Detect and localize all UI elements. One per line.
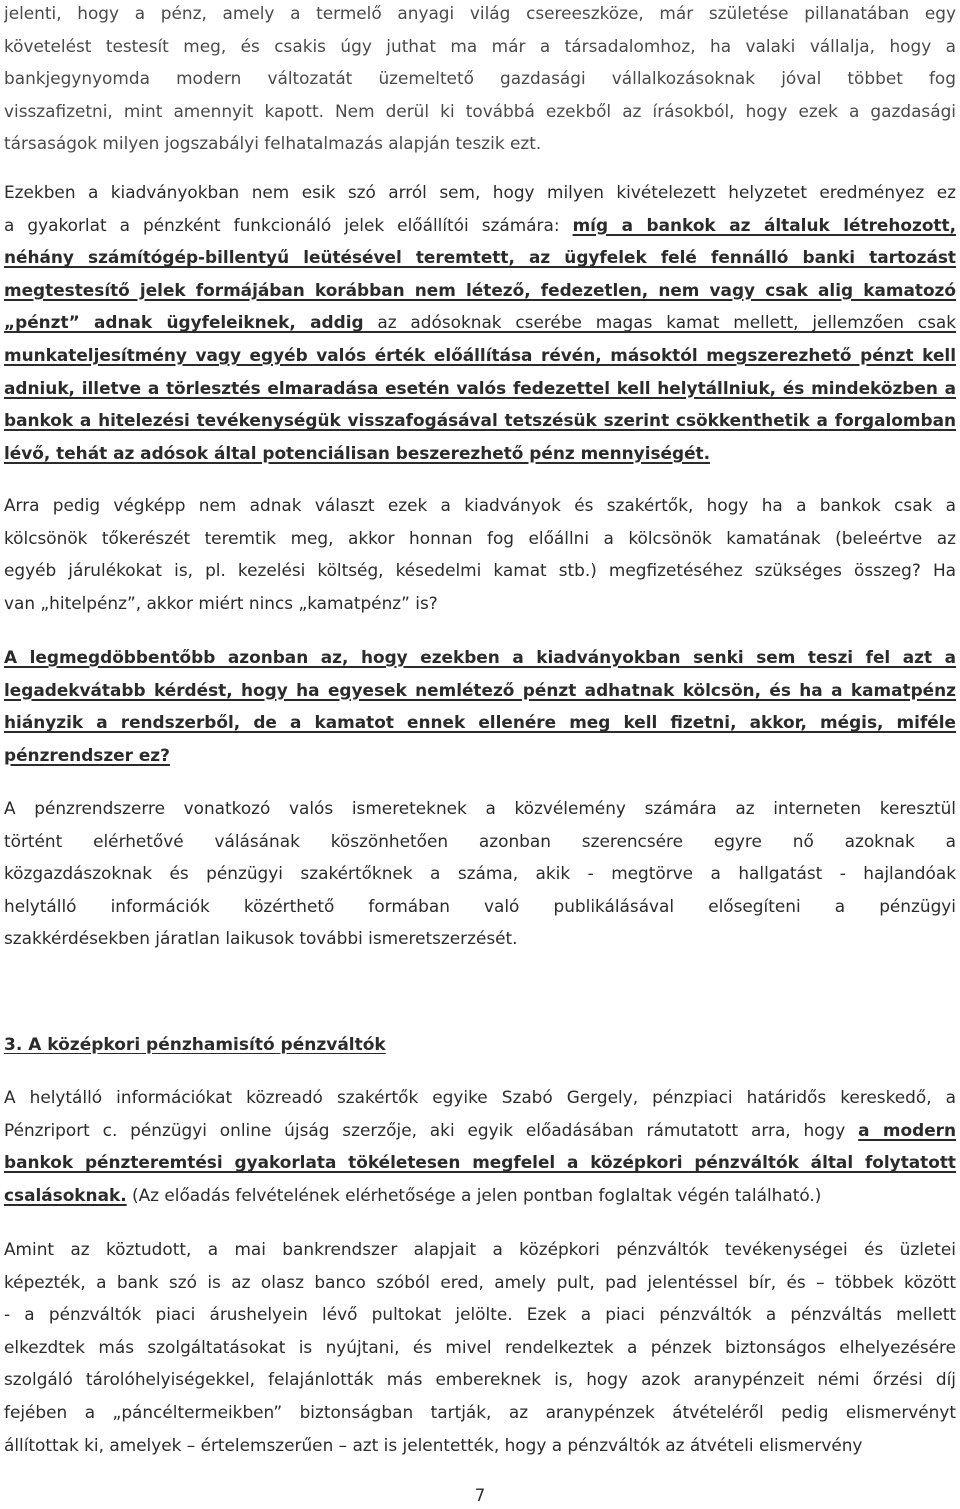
text-segment: hiányzik a rendszerből, de a kamatot ennek ellenére meg kell fizetni, akkor, mégis, miféle	[4, 712, 956, 733]
text-line	[4, 1179, 956, 1212]
text-segment: A helytálló információkat közreadó szakértők egyike Szabó Gergely, pénzpiaci határidős kereskedő, a	[4, 1087, 956, 1107]
text-segment: a gyakorlat a pénzként funkcionáló jelek előállítói számára:	[4, 214, 573, 235]
text-segment: kölcsönök tőkerészét teremtik meg, akkor honnan fog előállni a kölcsönök kamatának (beleértve az	[4, 527, 956, 548]
text-line	[4, 372, 956, 405]
text-segment: visszafizetni, mint amennyit kapott. Nem derül ki továbbá ezekből az írásokból, hogy ezek a gazdasági	[4, 100, 956, 121]
paragraph-bank-privilege	[4, 176, 956, 469]
text-line	[4, 1233, 956, 1266]
text-line	[4, 1146, 956, 1179]
text-line	[4, 62, 956, 95]
text-segment: A pénzrendszerre vonatkozó valós ismereteknek a közvélemény számára az interneten keresztül	[4, 798, 956, 818]
text-segment: bankok pénzteremtési gyakorlata tökéletesen megfelel a középkori pénzváltók által folytatott	[4, 1152, 956, 1173]
text-line	[4, 587, 956, 620]
text-segment: elkezdtek más szolgáltatásokat is nyújtani, és mivel rendelkeztek a pénzek biztonságos elhelyezésére	[4, 1336, 956, 1357]
text-line	[4, 437, 956, 470]
text-segment: lévő, tehát az adósok által potenciálisan beszerezhető pénz mennyiségét.	[4, 442, 711, 463]
text-line	[4, 176, 956, 209]
text-line	[4, 127, 956, 160]
text-segment: szakkérdésekben járatlan laikusok további ismeretszerzését.	[4, 928, 518, 949]
text-segment: közgazdászoknak és pénzügyi szakértőknek a száma, akik - megtörve a hallgatást - hajlandóak	[4, 863, 956, 884]
text-segment: csalásoknak.	[4, 1184, 127, 1205]
text-line	[4, 522, 956, 555]
text-segment: - a pénzváltók piaci árushelyein lévő pultokat jelölte. Ezek a piaci pénzváltók a pénzváltás mellett	[4, 1304, 956, 1325]
text-segment: az adósoknak cserébe magas kamat mellett, jellemzően csak	[363, 312, 956, 333]
text-line	[4, 857, 956, 890]
text-line	[4, 1266, 956, 1299]
text-segment: megtestesítő jelek formájában korábban nem létező, fedezetlen, nem vagy csak alig kamatozó	[4, 279, 956, 300]
text-line	[4, 1114, 956, 1147]
text-line	[4, 95, 956, 128]
text-segment: Arra pedig végképp nem adnak választ ezek a kiadványok és szakértők, hogy ha a bankok csak a	[4, 495, 956, 515]
text-segment: munkateljesítmény vagy egyéb valós érték előállítása révén, másoktól megszerezhető pénzt kell	[4, 344, 956, 365]
text-line	[4, 339, 956, 372]
text-line	[4, 641, 956, 674]
text-segment: Amint az köztudott, a mai bankrendszer alapjait a középkori pénzváltók tevékenységei és üzletei	[4, 1239, 956, 1259]
text-line	[4, 739, 956, 772]
text-segment: történt elérhetővé válásának köszönhetően azonban szerencsére egyre nő azoknak a	[4, 830, 956, 851]
text-line	[4, 1363, 956, 1396]
text-line	[4, 306, 956, 339]
paragraph-medieval-money-changers	[4, 1233, 956, 1461]
text-segment: szolgáló tárolóhelyiségekkel, felajánlották más embereknek is, hogy azok aranypénzeit némi őrzési díj	[4, 1369, 956, 1390]
text-line	[4, 0, 956, 30]
paragraph-key-question	[4, 641, 956, 771]
text-segment: állítottak ki, amelyek – értelemszerűen – azt is jelentették, hogy a pénzváltók az átvételi elismervény	[4, 1434, 863, 1455]
text-line	[4, 489, 956, 522]
text-line	[4, 30, 956, 63]
text-segment: bankok a hitelezési tevékenységük visszafogásával tetszésük szerint csökkenthetik a forgalomban	[4, 410, 956, 431]
text-segment: Pénzriport c. pénzügyi online újság szerzője, aki egyik előadásában rámutatott arra, hogy	[4, 1119, 859, 1140]
text-segment: követelést testesít meg, és csakis úgy juthat ma már a társadalomhoz, ha valaki vállalja, hogy a	[4, 35, 956, 56]
section-heading: 3. A középkori pénzhamisító pénzváltók	[4, 1035, 386, 1055]
text-segment: adniuk, illetve a törlesztés elmaradása esetén valós fedezettel kell helytállniuk, és mindeközben a	[4, 377, 956, 398]
text-line	[4, 792, 956, 825]
text-line	[4, 1298, 956, 1331]
text-line	[4, 825, 956, 858]
text-segment: jelenti, hogy a pénz, amely a termelő anyagi világ csereeszköze, már születése pillanatában egy	[4, 3, 956, 23]
text-segment: pénzrendszer ez?	[4, 744, 170, 765]
text-segment: helytálló információk közérthető formában való publikálásával elősegíteni a pénzügyi	[4, 895, 956, 916]
text-segment: társaságok milyen jogszabályi felhatalmazás alapján teszik ezt.	[4, 133, 542, 154]
text-segment: A legmegdöbbentőbb azonban az, hogy ezekben a kiadványokban senki sem teszi fel azt a	[4, 647, 956, 667]
text-line	[4, 1331, 956, 1364]
paragraph-interest-question	[4, 489, 956, 619]
text-segment: a modern	[858, 1119, 956, 1140]
text-segment: (Az előadás felvételének elérhetősége a jelen pontban foglaltak végén található.)	[126, 1184, 822, 1205]
text-segment: van „hitelpénz”, akkor miért nincs „kamatpénz” is?	[4, 592, 438, 613]
text-line	[4, 706, 956, 739]
text-line	[4, 209, 956, 242]
text-line	[4, 404, 956, 437]
text-segment: fejében a „páncéltermeikben” biztonságban tartják, az aranypénzek átvételéről pedig elismervényt	[4, 1401, 956, 1422]
text-segment: bankjegynyomda modern változatát üzemeltető gazdasági vállalkozásoknak jóval többet fog	[4, 68, 956, 89]
text-segment: egyéb járulékokat is, pl. kezelési költség, késedelmi kamat stb.) megfizetéséhez szükséges összeg? Ha	[4, 560, 956, 581]
text-line	[4, 674, 956, 707]
text-line	[4, 1429, 956, 1462]
text-segment: míg a bankok az általuk létrehozott,	[572, 214, 956, 235]
text-segment: Ezekben a kiadványokban nem esik szó arról sem, hogy milyen kivételezett helyzetet eredményez ez	[4, 182, 956, 202]
text-line	[4, 1396, 956, 1429]
text-line	[4, 922, 956, 955]
text-line	[4, 241, 956, 274]
paragraph-public-knowledge	[4, 792, 956, 955]
text-segment: néhány számítógép-billentyű leütésével teremtett, az ügyfelek felé fennálló banki tartozást	[4, 247, 956, 268]
page-number: 7	[474, 1486, 486, 1505]
paragraph-money-as-debt	[4, 0, 956, 160]
text-line	[4, 890, 956, 923]
text-segment: „pénzt” adnak ügyfeleiknek, addig	[4, 312, 364, 333]
text-segment: legadekvátabb kérdést, hogy ha egyesek nemlétező pénzt adhatnak kölcsön, és ha a kamatpénz	[4, 679, 956, 700]
text-line	[4, 274, 956, 307]
text-line	[4, 554, 956, 587]
paragraph-szabo-gergely	[4, 1081, 956, 1211]
text-segment: képezték, a bank szó is az olasz banco szóból ered, amely pult, pad jelentéssel bír, és – többek között	[4, 1271, 956, 1292]
text-line	[4, 1081, 956, 1114]
